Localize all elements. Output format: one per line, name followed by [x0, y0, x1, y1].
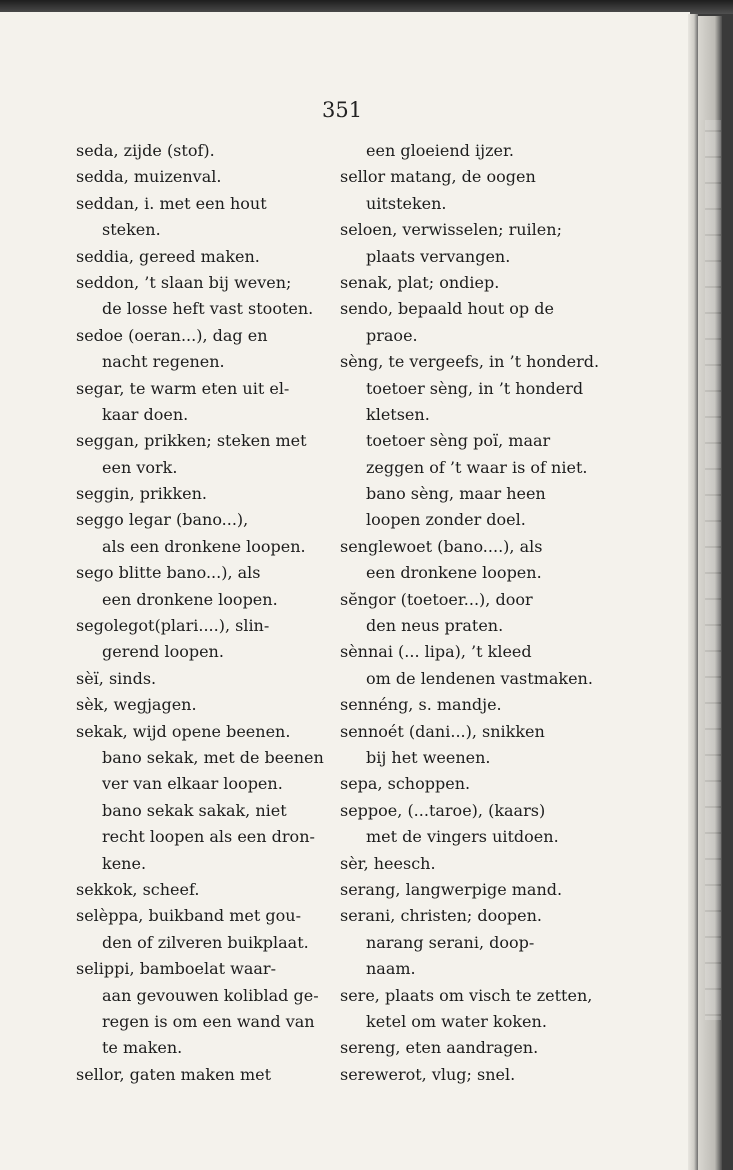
dictionary-entry: sekkok, scheef. — [76, 879, 200, 899]
page-edge — [688, 14, 698, 1170]
entry-continuation: den of zilveren buikplaat. — [102, 932, 309, 952]
dictionary-entry: seppoe, (...taroe), (kaars) — [340, 800, 546, 820]
dictionary-entry: sènnai (... lipa), ’t kleed — [340, 642, 532, 662]
dictionary-entry: senak, plat; ondiep. — [340, 272, 500, 292]
entry-continuation: bano sekak sakak, niet — [102, 800, 287, 820]
entry-continuation: zeggen of ’t waar is of niet. — [366, 457, 588, 477]
entry-continuation: praoe. — [366, 325, 418, 345]
entry-continuation: met de vingers uitdoen. — [366, 827, 559, 847]
entry-continuation: kaar doen. — [102, 404, 189, 424]
dictionary-entry: sere, plaats om visch te zetten, — [340, 985, 593, 1005]
entry-continuation: naam. — [366, 959, 416, 979]
dictionary-entry: sennoét (dani...), snikken — [340, 721, 545, 741]
dictionary-entry: sèr, heesch. — [340, 853, 436, 873]
entry-continuation: loopen zonder doel. — [366, 510, 526, 530]
dictionary-entry: segolegot(plari....), slin- — [76, 616, 270, 636]
entry-continuation: regen is om een wand van — [102, 1011, 315, 1031]
dictionary-entry: sedoe (oeran...), dag en — [76, 325, 268, 345]
entry-continuation: nacht regenen. — [102, 352, 225, 372]
entry-continuation: bij het weenen. — [366, 747, 491, 767]
dictionary-entry: sendo, bepaald hout op de — [340, 299, 554, 319]
dictionary-entry: sepa, schoppen. — [340, 774, 471, 794]
dictionary-entry: sellor, gaten maken met — [76, 1064, 272, 1084]
page-number: 351 — [322, 98, 363, 122]
entry-continuation: kletsen. — [366, 404, 430, 424]
entry-continuation: kene. — [102, 853, 147, 873]
dictionary-entry: sekak, wijd opene beenen. — [76, 721, 291, 741]
dictionary-entry: senglewoet (bano....), als — [340, 536, 543, 556]
dictionary-entry: serang, langwerpige mand. — [340, 879, 563, 899]
dictionary-entry: serani, christen; doopen. — [340, 906, 542, 926]
dictionary-entry: seddia, gereed maken. — [76, 246, 260, 266]
entry-continuation: de losse heft vast stooten. — [102, 299, 314, 319]
entry-continuation: steken. — [102, 220, 161, 240]
dictionary-entry: selèppa, buikband met gou- — [76, 906, 301, 926]
left-column — [76, 138, 334, 1088]
entry-continuation: toetoer sèng, in ’t honderd — [366, 378, 584, 398]
dictionary-entry: seggan, prikken; steken met — [76, 431, 307, 451]
dictionary-entry: sego blitte bano...), als — [76, 563, 261, 583]
entry-continuation: plaats vervangen. — [366, 246, 511, 266]
entry-continuation: ketel om water koken. — [366, 1011, 547, 1031]
dictionary-entry: seda, zijde (stof). — [76, 141, 215, 160]
entry-continuation: een vork. — [102, 457, 178, 477]
dictionary-entry: seddan, i. met een hout — [76, 193, 267, 213]
dictionary-entry: sedda, muizenval. — [76, 167, 222, 187]
dictionary-entry: serewerot, vlug; snel. — [340, 1064, 516, 1084]
entry-continuation: bano sekak, met de beenen — [102, 747, 324, 767]
dictionary-entry: sèï, sinds. — [76, 668, 157, 688]
entry-continuation: aan gevouwen koliblad ge- — [102, 985, 319, 1005]
entry-continuation: recht loopen als een dron- — [102, 827, 315, 847]
entry-continuation: narang serani, doop- — [366, 932, 535, 952]
dictionary-entry: seggin, prikken. — [76, 484, 208, 504]
dictionary-entry: segar, te warm eten uit el- — [76, 378, 290, 398]
entry-continuation: gerend loopen. — [102, 642, 224, 662]
dictionary-entry: sèk, wegjagen. — [76, 695, 197, 715]
dictionary-entry: sĕngor (toetoer...), door — [340, 589, 533, 609]
dictionary-entry: seloen, verwisselen; ruilen; — [340, 220, 562, 240]
right-column — [340, 138, 602, 1088]
dictionary-entry: seggo legar (bano...), — [76, 510, 249, 530]
dictionary-entry: selippi, bamboelat waar- — [76, 959, 276, 979]
entry-continuation: den neus praten. — [366, 616, 504, 636]
entry-continuation: uitsteken. — [366, 193, 447, 213]
dictionary-entry: sèng, te vergeefs, in ’t honderd. — [340, 352, 600, 372]
entry-continuation: een gloeiend ijzer. — [366, 141, 514, 160]
dictionary-entry: sellor matang, de oogen — [340, 167, 536, 187]
entry-continuation: een dronkene loopen. — [366, 563, 542, 583]
entry-continuation: als een dronkene loopen. — [102, 536, 306, 556]
entry-continuation: om de lendenen vastmaken. — [366, 668, 593, 688]
entry-continuation: bano sèng, maar heen — [366, 484, 546, 504]
dictionary-entry: sennéng, s. mandje. — [340, 695, 502, 715]
entry-continuation: toetoer sèng poï, maar — [366, 431, 551, 451]
entry-continuation: een dronkene loopen. — [102, 589, 278, 609]
entry-continuation: te maken. — [102, 1038, 183, 1058]
dictionary-entry: seddon, ’t slaan bij weven; — [76, 272, 292, 292]
bleed-through — [705, 120, 721, 1020]
dictionary-entry: sereng, eten aandragen. — [340, 1038, 539, 1058]
entry-continuation: ver van elkaar loopen. — [102, 774, 283, 794]
